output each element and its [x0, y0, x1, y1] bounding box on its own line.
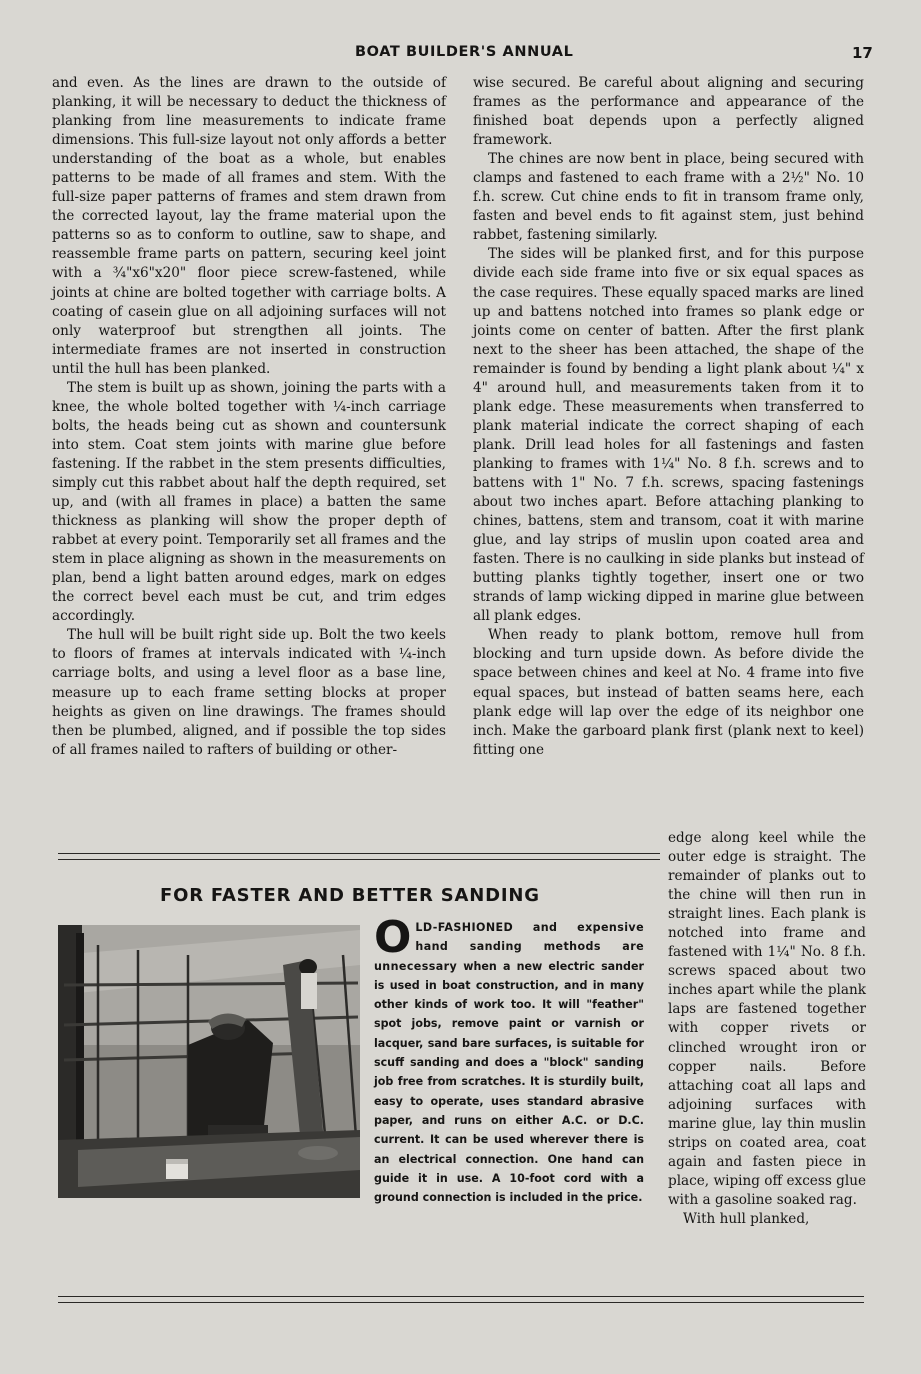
running-head: BOAT BUILDER'S ANNUAL	[355, 44, 574, 60]
article-column-left	[52, 74, 446, 760]
paragraph: wise secured. Be careful about aligning and securing frames as the performance and appearance of the finished boat depends upon a perfectly aligned framework.	[473, 75, 864, 149]
paragraph: The hull will be built right side up. Bolt the two keels to floors of frames at intervals indicated with ¼-inch carriage bolts, and using a level floor as a base line, measure up to each frame setting blocks at proper heights as given on line drawings. The frames should then be plumbed, aligned, and if possible the top sides of all frames nailed to rafters of building or other-	[52, 627, 446, 758]
feature-title: FOR FASTER AND BETTER SANDING	[160, 885, 540, 906]
paragraph: edge along keel while the outer edge is straight. The remainder of planks out to the chine will then run in straight lines. Each plank is notched into frame and fastened with 1¼" No. 8 f.h. screws spaced about two inches apart while the plank laps are fastened together with copper rivets or clinched wrought iron or copper nails. Before attaching coat all laps and adjoining surfaces with marine glue, lay thin muslin strips on coated area, coat again and fasten piece in place, wiping off excess glue with a gasoline soaked rag.	[668, 830, 866, 1208]
paragraph: With hull planked,	[683, 1210, 810, 1227]
article-column-continued	[668, 829, 866, 1229]
paragraph: The chines are now bent in place, being secured with clamps and fastened to each frame with a 2½" No. 10 f.h. screw. Cut chine ends to fit in transom frame only, fasten and bevel ends to fit against stem, just behind rabbet, fastening similarly.	[473, 151, 864, 244]
paragraph: The stem is built up as shown, joining the parts with a knee, the whole bolted together with ¼-inch carriage bolts, the heads being cut as shown and countersunk into stem. Coat stem joints with marine glue before fastening. If the rabbet in the stem presents difficulties, simply cut this rabbet about half the depth required, set up, and (with all frames in place) a batten the same thickness as planking will show the proper depth of rabbet at every point. Temporarily set all frames and the stem in place aligning as shown in the measurements on plan, bend a light batten around edges, mark on edges the correct bevel each must be cut, and trim edges accordingly.	[52, 379, 446, 625]
article-column-right	[473, 74, 864, 760]
paragraph: and even. As the lines are drawn to the outside of planking, it will be necessary to deduct the thickness of planking from line measurements to indicate frame dimensions. This full-size layout not only affords a better understanding of the boat as a whole, but enables patterns to be made of all frames and stem. With the full-size paper patterns of frames and stem drawn from the corrected layout, lay the frame material upon the patterns so as to conform to outline, saw to shape, and reassemble frame parts on pattern, securing keel joint with a ¾"x6"x20" floor piece screw-fastened, while joints at chine are bolted together with carriage bolts. A coating of casein glue on all adjoining surfaces will not only waterproof but strengthen all joints. The intermediate frames are not inserted in construction until the hull has been planked.	[52, 75, 446, 377]
sanding-photo	[58, 925, 360, 1198]
paragraph: The sides will be planked first, and for this purpose divide each side frame into five or six equal spaces as the case requires. These equally spaced marks are lined up and battens notched into frames so plank edge or joints come on center of batten. After the first plank next to the sheer has been attached, the shape of the remainder is found by bending a light plank about ¼" x 4" around hull, and measurements taken from it to plank edge. These measurements when transferred to plank material indicate the correct shaping of each plank. Drill lead holes for all fastenings and fasten planking to frames with 1¼" No. 8 f.h. screws and to battens with 1" No. 7 f.h. screws, spacing fastenings about two inches apart. Before attaching planking to chines, battens, stem and transom, coat it with marine glue, and lay strips of muslin upon coated area and fasten. There is no caulking in side planks but instead of butting planks tightly together, insert one or two strands of lamp wicking dipped in marine glue between all plank edges.	[473, 246, 864, 625]
feature-body: when a new electric sander is used in boat construction, and in many other kinds of work too. It will "feather" spot jobs, remove paint or varnish or lacquer, sand bare surfaces, is suitable for scuff sanding and does a "block" sanding job free from scratches. It is sturdily built, easy to operate, uses standard abrasive paper, and runs on either A.C. or D.C. current. It can be used wherever there is an electrical connection. One hand can guide it in use. A 10-foot cord with a ground connection is included in the price.	[374, 959, 644, 1205]
drop-cap: O	[374, 912, 412, 963]
feature-lead: LD-FASHIONED and expensive hand sanding methods are unnecessary	[374, 921, 644, 973]
paragraph: When ready to plank bottom, remove hull from blocking and turn upside down. As before divide the space between chines and keel at No. 4 frame into five equal spaces, but instead of batten seams here, each plank edge will lap over the edge of its neighbor one inch. Make the garboard plank first (plank next to keel) fitting one	[473, 627, 864, 758]
page-number: 17	[852, 44, 873, 62]
feature-text	[374, 912, 644, 1207]
feature-divider-top	[58, 853, 660, 860]
feature-divider-bottom	[58, 1296, 864, 1303]
